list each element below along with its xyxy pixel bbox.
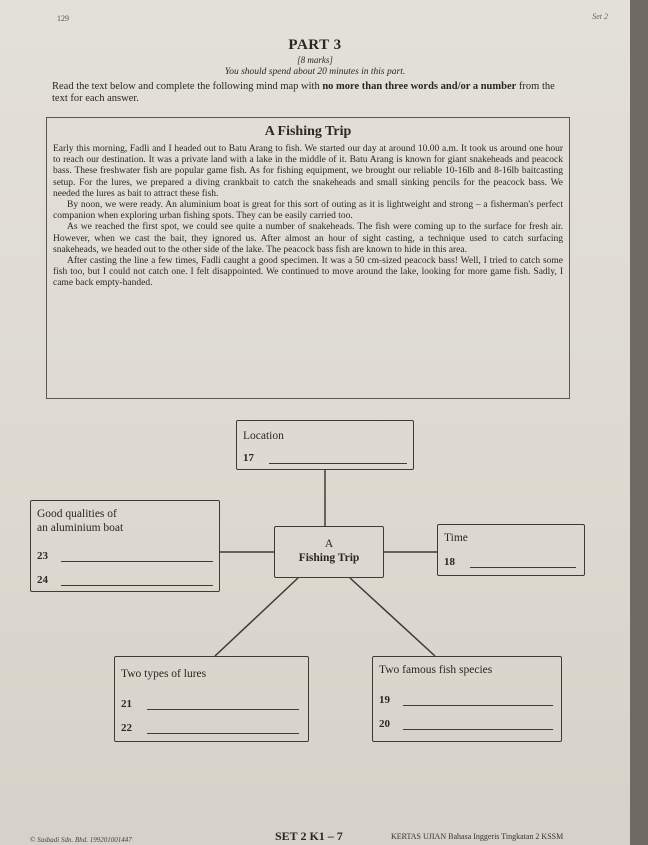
passage-paragraph-3: As we reached the first spot, we could see quite a number of snakeheads. The fish were coming up to the surface for fresh air. However, when we cast the bait, they ignored us. After almost an hour of sight casting, a technique used to catch surfacing snakeheads, we headed out to the other side of the lake. The peacock bass fish are known to hide in this area. [53, 222, 563, 255]
exam-title: KERTAS UJIAN Bahasa Inggeris Tingkatan 2 KSSM [391, 832, 564, 841]
marks-note: [8 marks] [297, 55, 333, 65]
connector-species [350, 578, 435, 656]
set-code: SET 2 K1 – 7 [275, 829, 343, 843]
question-22-number: 22 [121, 722, 132, 734]
qualities-box [30, 500, 220, 592]
qualities-label-2: an aluminium boat [37, 522, 124, 534]
part-title: PART 3 [288, 37, 342, 53]
connector-lures [215, 578, 298, 656]
question-18-number: 18 [444, 556, 455, 568]
lures-box [114, 656, 309, 742]
question-20-number: 20 [379, 718, 390, 730]
question-23-number: 23 [37, 550, 48, 562]
species-label: Two famous fish species [379, 664, 493, 676]
answer-21-blank[interactable] [147, 709, 299, 710]
question-19-number: 19 [379, 694, 390, 706]
qualities-label-1: Good qualities of [37, 508, 117, 520]
instruction-pre: Read the text below and complete the following mind map with [52, 81, 323, 92]
answer-20-blank[interactable] [403, 729, 553, 730]
passage-paragraph-2: By noon, we were ready. An aluminium boat is great for this sort of outing as it is lightweight and strong – a fisherman's perfect companion when exploring urban fishing spots. They can be easily carried too. [53, 200, 563, 222]
time-box [437, 524, 585, 576]
center-line-2: Fishing Trip [298, 552, 360, 564]
answer-22-blank[interactable] [147, 733, 299, 734]
publisher-note: © Sasbadi Sdn. Bhd. 199201001447 [30, 836, 132, 844]
question-21-number: 21 [121, 698, 132, 710]
location-label: Location [243, 430, 284, 442]
question-17-number: 17 [243, 452, 254, 464]
answer-23-blank[interactable] [61, 561, 213, 562]
instruction-bold: no more than three words and/or a number [322, 81, 517, 92]
lures-label: Two types of lures [121, 668, 207, 680]
passage-paragraph-1: Early this morning, Fadli and I headed out to Batu Arang to fish. We started our day at around 10.00 a.m. It took us around one hour to reach our destination. It was a private land with a lake in the middle of it. Batu Arang is known for giant snakeheads and peacock bass. These freshwater fish are popular game fish. As for fishing equipment, we brought our reliable 10-16lb and 8-16lb baitcasting setup. For the lures, we prepared a diving crankbait to catch the snakeheads and small sinking pencils for the peacock bass. We needed the lures as bait to attract these fish. [53, 144, 563, 199]
center-box [274, 526, 384, 578]
location-box [236, 420, 414, 470]
answer-19-blank[interactable] [403, 705, 553, 706]
page-number: 129 [57, 14, 69, 23]
time-label: Time [444, 532, 468, 544]
answer-18-blank[interactable] [470, 567, 576, 568]
species-box [372, 656, 562, 742]
instruction-post: from the text for each answer. [52, 81, 555, 104]
center-line-1: A [324, 538, 334, 550]
passage-title: A Fishing Trip [264, 124, 352, 139]
question-24-number: 24 [37, 574, 48, 586]
answer-24-blank[interactable] [61, 585, 213, 586]
time-note: You should spend about 20 minutes in this part. [224, 67, 406, 77]
answer-17-blank[interactable] [269, 463, 407, 464]
set-label: Set 2 [592, 12, 608, 21]
passage-paragraph-4: After casting the line a few times, Fadli caught a good specimen. It was a 50 cm-sized peacock bass! Well, I tried to catch some fish too, but I could not catch one. I felt disappointed. We continued to move around the lake, looking for more game fish. Sadly, I came back empty-handed. [53, 256, 563, 289]
